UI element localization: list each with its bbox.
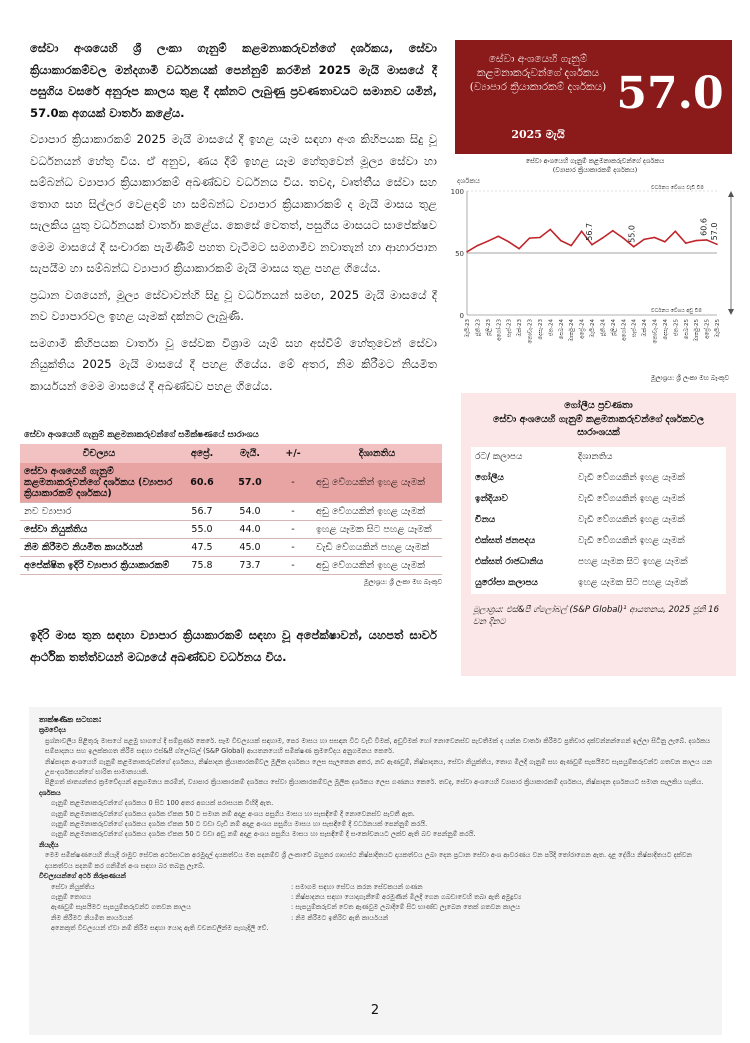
x-tick-label: සැප්-24 [631,319,638,338]
data-point [466,251,468,253]
data-label: 55.0 [627,224,637,243]
data-point [550,229,552,231]
outlook-paragraph: ඉදිරි මාස තුන සඳහා ව්‍යාපාර ක්‍රියාකාරකම් සඳහා වූ අපේක්ෂාවන්, යහපත් සාර්ව ආර්ථික තත්ත්වයන් මධ්‍යයේ අඛණ්ඩව වර්ධනය විය. [30,628,437,664]
table-row [20,521,442,539]
x-tick-label: ජූනි-24 [600,319,607,337]
definition-row [39,913,712,923]
global-trends-box [461,393,736,676]
intro-paragraph-4: සමගාමී කිහිපයක වාර්තා වූ සේවක විශ්‍රාම යෑම් සහ අස්වීම් හේතුවෙන් සේවා නියුක්තිය 2025 මැයි මාසයේ දී පහළ ගියේය. මේ අතර, නිම කිරීමට නියමිත කාර්යයන් මෙම මාසයේ දී අඛණ්ඩව පහළ ගියේය. [30,335,437,393]
data-point [529,237,531,239]
table-cell: - [274,521,312,539]
summary-source: මූලාශ්‍රය: ශ්‍රී ලංකා මහ බැංකුව [363,578,442,586]
data-point [706,239,708,241]
global-region: එක්සත් ජනපදය [471,531,574,552]
data-point [539,237,541,239]
definition-term: සේවා නියුක්තිය [51,882,95,891]
summary-header: +/- [274,444,312,463]
data-label: 57.0 [710,222,719,241]
summary-header: අප්‍රේ. [178,444,226,463]
table-cell: 45.0 [226,539,274,557]
data-label: 56.7 [585,222,594,241]
data-point [675,231,677,233]
table-cell: නිම කිරීමට නියමිත කාර්යයන් [20,539,178,557]
x-tick-label: මැයි-24 [590,319,596,338]
definition-row [39,892,712,902]
data-point [612,230,614,232]
notes-definitions-heading: විචල්‍යයන්ගේ අර්ථ නිරූපණයන් [39,872,127,881]
chart-source: මූලාශ්‍රය: ශ්‍රී ලංකා මහ බැංකුව [650,374,729,382]
intro-paragraph-3: ප්‍රධාන වශයෙන්, මූල්‍ය සේවාවන්හි සිදු වූ වර්ධනයන් සමඟ, 2025 මැයි මාසයේ දී නව ව්‍යාපාරවල ඉහළ යෑමක් දක්නට ලැබුණි. [30,287,437,323]
x-tick-label: ජූලි-24 [610,319,617,336]
chart-title-1: සේවා අංශයෙහි ගැනුම් කළමනාකරුවන්ගේ දර්ශකය [525,157,665,165]
arrow-up-head [728,191,734,197]
definition-text: : සමාගම සඳහා සේවය කරන සේවකයන් ගණන [291,882,423,891]
y-tick-label: 100 [450,188,464,196]
summary-section [20,430,442,587]
data-point [560,240,562,242]
x-tick-label: මැයි-25 [715,319,721,338]
notes-index-heading: දර්ශකය [39,788,61,797]
global-header: දිශානතිය [574,447,726,468]
data-point [518,248,520,250]
headline-month: 2025 මැයි [511,128,565,141]
x-tick-label: අප්‍රේ-24 [579,319,586,339]
table-cell: අඩු වේගයකින් ඉහළ යෑමක් [312,557,442,575]
data-point [622,237,624,239]
table-row [20,539,442,557]
global-subtitle: සේවා අංශයෙහි ගැනුම් කළමනාකරුවන්ගේ දර්ශකවල සාරාංශයක් [493,414,704,438]
table-cell: වැඩි වේගයකින් පහළ යෑමක් [312,539,442,557]
global-header: රට/ කලාපය [471,447,574,468]
data-point [716,244,718,246]
data-label: 60.6 [699,218,709,236]
upper-annotation: වර්ධනය වේගය වැඩි වීම [651,185,704,191]
x-tick-label: පෙබ-24 [558,319,565,340]
notes-text: ප්‍රශ්නාවලිය පිළිතුරු මාසයේ පළමු භාගයේ දී සම්පූර්ණ කෙරේ. සෑම විචල්‍යයක් සඳහාම, පෙර මාසය හා සසඳන විට වැඩි වීමක්, අඩුවීමක් හෝ නොවෙනස්ව පැවතීමක් ද යන්න වාර්තා කිරීමට ප්‍රතිචාර දක්වන්නන්ගෙන් ඉල්ලා සිටිනු ලැබේ. දර්ශකය සම්පාදනය සහ ඉලක්කගත කිරීම සඳහා එස්&පී ග්ලෝබල් (S&P Global) ආයතනයෙහි සමීක්ෂණ ක්‍රමවේදය අනුගමනය කෙරේ. [45,736,711,756]
x-tick-label: දෙසැ-24 [662,319,669,340]
x-tick-label: ජන-24 [548,319,555,337]
notes-title: තාක්ෂණික සටහන: [39,715,102,724]
data-point [633,246,635,248]
data-point [581,231,583,233]
x-tick-label: මැයි-23 [465,319,471,338]
global-region: යුරෝපා කලාපය [471,573,574,594]
table-row [471,573,726,594]
table-cell: 54.0 [226,503,274,521]
arrow-down-head [728,309,734,315]
x-tick-label: අගෝ-23 [496,319,503,341]
summary-table [20,444,442,575]
chart-title-2: (ව්‍යාපාර ක්‍රියාකාරකම් දර්ශකය) [552,166,638,174]
summary-header: මැයි. [226,444,274,463]
table-row [471,552,726,573]
global-direction: ඉහළ යෑමක සිට පහළ යෑමක් [574,573,726,594]
notes-text: ගැනුම් කළමනාකරුවන්ගේ දර්ශකය දර්ශක ඒකක 50 ට වඩා අඩු නම් අදාළ අංශය පසුගිය මාසය හා සැසඳීමේ දී සංකෝචනයට ලක්ව ඇති බව පෙන්නුම් කරයි. [51,830,476,839]
data-point [654,237,656,239]
global-region: ගෝලීය [471,468,574,489]
data-point [477,245,479,247]
notes-text: ගැනුම් කළමනාකරුවන්ගේ දර්ශකය දර්ශක ඒකක 50 ට සමාන නම් අදාළ අංශය පසුගිය මාසය හා සැසඳීමේ දී නොවෙනස්ව පැවතී ඇත. [51,809,415,818]
table-row [471,489,726,510]
x-tick-label: අප්‍රේ-25 [704,319,711,339]
table-row [20,503,442,521]
definition-term: ගැනුම් තොගය [51,892,92,901]
page-number: 2 [370,1003,380,1018]
table-cell: 60.6 [178,463,226,503]
notes-text: ගැනුම් කළමනාකරුවන්ගේ දර්ශකය 0 සිට 100 අතර අගයක් පරාසයක විහිදී ඇත. [51,799,274,808]
x-tick-label: මාර්තු-24 [569,319,576,342]
table-cell: 73.7 [226,557,274,575]
table-cell: - [274,463,312,503]
table-row [471,531,726,552]
summary-header: දිශානතිය [312,444,442,463]
x-tick-label: සැප්-23 [506,319,513,338]
notes-method-heading: ක්‍රමවේදය [39,726,66,735]
x-tick-label: දෙසැ-23 [537,319,544,340]
table-cell: 55.0 [178,521,226,539]
data-point [685,242,687,244]
data-point [508,241,510,243]
table-cell: අඩු වේගයකින් ඉහළ යෑමක් [312,463,442,503]
table-cell: සේවා නියුක්තිය [20,521,178,539]
definition-term: නිම කිරීමට නියමිත කාර්යයන් [51,913,133,922]
x-tick-label: නොවැ-23 [527,319,534,344]
table-cell: ඉහළ යෑමක සිට පහළ යෑමක් [312,521,442,539]
y-axis-label: දර්ශකය [457,177,481,185]
intro-paragraph-2: ව්‍යාපාර ක්‍රියාකාරකම් 2025 මැයි මාසයේ දී ඉහළ යෑම සඳහා අංශ කිහිපයක සිදු වූ වර්ධනයන් හේතු විය. ඒ අනුව, ණය දීම් ඉහළ යෑම හේතුවෙන් මූල්‍ය සේවා හා සම්බන්ධ ව්‍යාපාර ක්‍රියාකාරකම් අඛණ්ඩව වර්ධනය විය. තවද, වෘත්තීය සේවා සහ තොග සහ සිල්ලර වෙළඳාම් හා සම්බන්ධ ව්‍යාපාර ක්‍රියාකාරකම් ද මැයි මාසය තුළ සැලකිය යුතු වර්ධනයක් වාර්තා කළේය. කෙසේ වෙතත්, පසුගිය මාසයට සාපේක්ෂව මෙම මාසයේ දී සංචාරක පැමිණීම් පහත වැටීමට සමගාමීව නවාතැන් හා ආහාරපාන සැපයීම හා සම්බන්ධ ව්‍යාපාර ක්‍රියාකාරකම් මැයි මාසය තුළ පහළ ගියේය. [30,132,437,275]
x-tick-label: ඔක්-23 [517,319,524,337]
notes-text: මෙම සමීක්ෂණයෙහි නියැදි රාමුව සේවක අර්ථසාධක අරමුදල් දායකත්වය මත පදනම්ව ශ්‍රී ලංකාවේ බහුතර ගෘහස්ථ නිෂ්පාදිතයට දායකත්වය ලබා දෙන ප්‍රධාන සේවා අංශ ආවරණය වන පරිදි තෝරාගෙන ඇත. දළ දේශීය නිෂ්පාදිතයට දක්වන දායකත්වය පදනම් කර ගනිමින් අංශ සඳහා බර තබනු ලැබේ. [45,851,692,870]
definition-text: : සැපයුම්කරුවන් වෙත ඇණවුම ලබාදීමේ සිට භාණ්ඩ ලැබෙන තෙක් ගතවන කාලය [291,903,521,912]
technical-notes [29,707,722,1035]
data-point [591,244,593,246]
global-direction: පහළ යෑමක සිට ඉහළ යෑමක් [574,552,726,573]
table-cell: - [274,503,312,521]
global-title: ගෝලීය ප්‍රවණතා [564,400,633,411]
notes-text: පිළිගත් ජාත්‍යන්තර ක්‍රමවේදයන් අනුගමනය කරමින්, ව්‍යාපාර ක්‍රියාකාරකම් දර්ශකය සේවා ක්‍රියාකාරකම්වල මූලික දර්ශකය ලෙස ගණනය කෙරේ. තවද, සේවා අංශයෙහි ව්‍යාපාර ක්‍රියාකාරකම් දර්ශකය, නිෂ්පාදන දර්ශකයට සමාන සැලකිය හැකිය. [45,778,704,787]
notes-text: නිෂ්පාදන අංශයෙහි ගැනුම් කළමනාකරුවන්ගේ දර්ශකය, නිෂ්පාදන ක්‍රියාකාරකම්වල මූලික දර්ශකය ලෙස සැලකෙන අතර, නව ඇණවුම්, නිෂ්පාදනය, සේවා නියුක්තිය, තොග මිලදී ගැනුම් සහ ඇණවුම් සැපයීමට සැපයුම්කරුවන්ට ගතවන කාලය යන උප-දර්ශකයන්ගේ භාරිත සාමාන්‍යයකි. [45,757,712,777]
x-tick-label: අගෝ-24 [621,319,628,341]
data-point [664,241,666,243]
table-cell: 56.7 [178,503,226,521]
global-direction: වැඩි වේගයකින් ඉහළ යෑමක් [574,510,726,531]
x-tick-label: ජන-25 [673,319,680,337]
notes-text: ගැනුම් කළමනාකරුවන්ගේ දර්ශකය දර්ශක ඒකක 50 ට වඩා වැඩි නම් අදාළ අංශය පසුගිය මාසය හා සැසඳීමේ දී වර්ධනයක් පෙන්නුම් කරයි. [51,820,428,829]
global-source: මූලාශ්‍රය: එස්&පී ග්ලෝබල් (S&P Global)¹ ආයතනය, 2025 ජූනි 16 වන දිනට [473,605,719,627]
definition-row [39,902,712,912]
pmi-line-chart [450,175,735,385]
x-tick-label: පෙබ-25 [683,319,690,340]
definition-text: : නිෂ්පාදනය සඳහා යොදාගැනීමේ අරමුණින් මිලදී ගෙන ගබඩාවෙහි තබා ඇති අමුද්‍රව්‍ය [291,892,522,901]
y-tick-label: 50 [455,250,464,258]
x-tick-label: ජූලි-23 [485,319,492,336]
table-row [471,510,726,531]
global-direction: වැඩි වේගයකින් ඉහළ යෑමක් [574,531,726,552]
summary-title: සේවා අංශයෙහි ගැනුම් කළමනාකරුවන්ගේ සමීක්ෂණයේ සාරාංශය [24,430,259,440]
x-tick-label: නොවැ-24 [652,319,659,344]
table-cell: - [274,557,312,575]
headline-box [455,40,732,154]
data-point [695,240,697,242]
table-cell: අඩු වේගයකින් ඉහළ යෑමක් [312,503,442,521]
table-cell: 44.0 [226,521,274,539]
data-point [497,235,499,237]
definition-text: : නිම කිරීමට ඉතිරිව ඇති කාර්යයන් [291,913,389,922]
x-tick-label: මාර්තු-25 [694,319,701,342]
lower-annotation: වර්ධනය වේගය අඩු වීම [651,308,702,314]
global-direction: වැඩි වේගයකින් ඉහළ යෑමක් [574,468,726,489]
data-point [602,237,604,239]
data-point [643,239,645,241]
body-text [30,38,437,402]
notes-coverage-heading: නියැදිය [39,840,59,849]
table-cell: නව ව්‍යාපාර [20,503,178,521]
table-cell: 75.8 [178,557,226,575]
x-tick-label: ඔක්-24 [642,319,649,337]
table-cell: 57.0 [226,463,274,503]
table-cell: අපේක්ෂිත ඉදිරි ව්‍යාපාර ක්‍රියාකාරකම් [20,557,178,575]
y-tick-label: 0 [459,312,464,320]
table-cell: සේවා අංශයෙහි ගැනුම් කළමනාකරුවන්ගේ දර්ශකය (ව්‍යාපාර ක්‍රියාකාරකම් දර්ශකය) [20,463,178,503]
headline-label: සේවා අංශයෙහි ගැනුම් කළමනාකරුවන්ගේ දර්ශකය (ව්‍යාපාර ක්‍රියාකාරකම් දර්ශකය) [469,53,607,93]
intro-paragraph-1: සේවා අංශයෙහි ශ්‍රී ලංකා ගැනුම් කළමනාකරුවන්ගේ දර්ශකය, සේවා ක්‍රියාකාරකම්වල මන්දගාමී වර්ධනයක් පෙන්නුම් කරමින් 2025 මැයි මාසයේ දී පසුගිය වසරේ අනුරූප කාලය තුළ දී දක්නට ලැබුණු ප්‍රවණතාවයට සමානව යමින්, 57.0ක අගයක් වාර්තා කළේය. [30,41,437,120]
global-region: එක්සත් රාජධානිය [471,552,574,573]
global-table [471,447,726,594]
data-point [570,245,572,247]
summary-header: විචල්‍යය [20,444,178,463]
definition-term: ඇණවුම් සැපයීමට සැපයුම්කරුවන්ට ගතවන කාලය [51,903,191,912]
data-point [487,240,489,242]
table-row [20,557,442,575]
notes-text: අනෙකුත් විචල්‍යයන් ඒවා නම් කිරීම සඳහා යොදා ඇති වචනවලින්ම පැහැදිලි වේ. [51,924,269,933]
global-region: ඉන්දියාව [471,489,574,510]
table-row [20,463,442,503]
table-row [471,468,726,489]
chart-panel [450,155,735,387]
table-cell: 47.5 [178,539,226,557]
definition-row [39,882,712,892]
global-direction: වැඩි වේගයකින් ඉහළ යෑමක් [574,489,726,510]
table-cell: - [274,539,312,557]
x-tick-label: ජූනි-23 [475,319,482,337]
table-row [471,447,726,468]
global-region: චීනය [471,510,574,531]
headline-value: 57.0 [616,68,724,119]
